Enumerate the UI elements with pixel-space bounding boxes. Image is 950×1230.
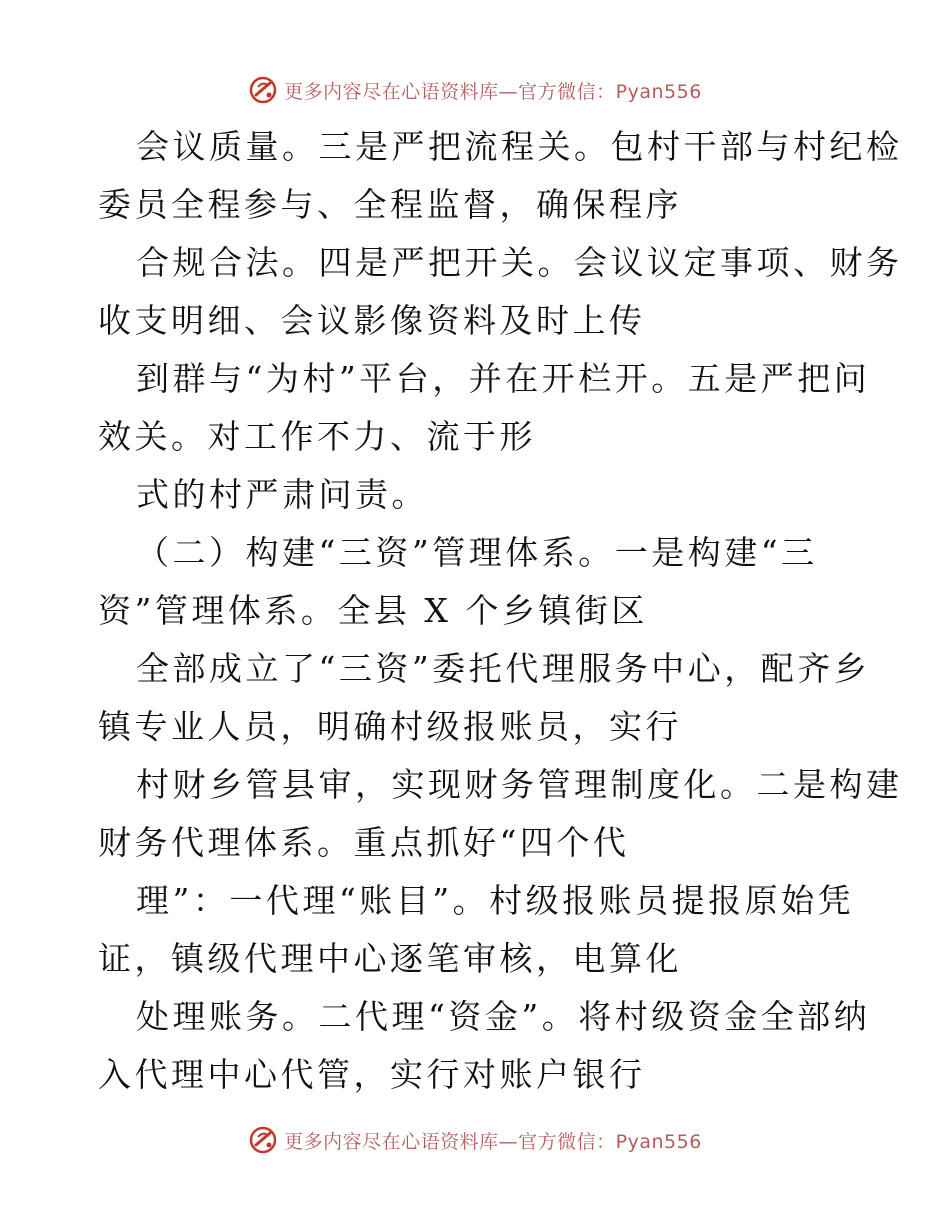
text-line: 合规合法。四是严把开关。会议议定事项、财务 (136, 243, 903, 282)
text-line: 全部成立了“三资”委托代理服务中心，配齐乡 (136, 649, 871, 688)
text-line: 理”：一代理“账目”。村级报账员提报原始凭 (136, 881, 855, 920)
document-body (0, 118, 950, 1104)
paragraph (0, 118, 950, 234)
paragraph (0, 234, 950, 350)
text-line: （二）构建“三资”管理体系。一是构建“三 (136, 533, 818, 572)
paragraph (0, 640, 950, 756)
paragraph (0, 872, 950, 988)
text-line: 证，镇级代理中心逐笔审核，电算化 (98, 939, 682, 978)
text-line: 资”管理体系。全县 X 个乡镇街区 (98, 591, 648, 630)
paragraph (0, 524, 950, 640)
header-watermark (0, 73, 950, 107)
watermark-text: 更多内容尽在心语资料库—官方微信：Pyan556 (284, 1130, 702, 1153)
text-line: 处理账务。二代理“资金”。将村级资金全部纳 (136, 997, 871, 1036)
paragraph (0, 756, 950, 872)
text-line: 收支明细、会议影像资料及时上传 (98, 301, 646, 340)
text-line: 入代理中心代管，实行对账户银行 (98, 1055, 646, 1094)
watermark-text: 更多内容尽在心语资料库—官方微信：Pyan556 (284, 80, 702, 103)
text-line: 镇专业人员，明确村级报账员，实行 (98, 707, 682, 746)
paragraph (0, 350, 950, 466)
paragraph (0, 466, 950, 524)
text-line: 到群与“为村”平台，并在开栏开。五是严把问 (136, 359, 871, 398)
text-line: 委员全程参与、全程监督，确保程序 (98, 185, 682, 224)
text-line: 村财乡管县审，实现财务管理制度化。二是构建 (136, 765, 903, 804)
paragraph (0, 988, 950, 1104)
text-line: 效关。对工作不力、流于形 (98, 417, 536, 456)
logo-icon (248, 1125, 278, 1155)
text-line: 式的村严肃问责。 (136, 475, 428, 514)
text-line: 会议质量。三是严把流程关。包村干部与村纪检 (136, 127, 903, 166)
text-line: 财务代理体系。重点抓好“四个代 (98, 823, 630, 862)
footer-watermark (0, 1123, 950, 1157)
logo-icon (248, 75, 278, 105)
